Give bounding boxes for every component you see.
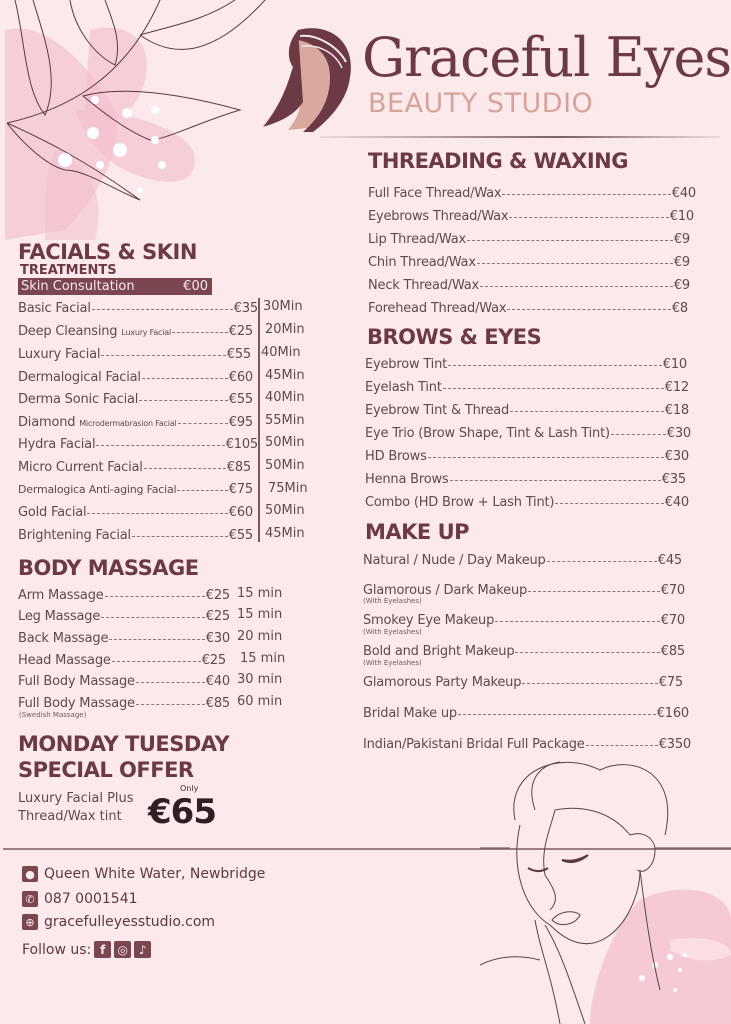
brand-title: Graceful Eyes xyxy=(362,26,731,89)
makeup-row: Indian/Pakistani Bridal Full Package €350 xyxy=(363,735,691,752)
massage-duration: 15 min xyxy=(237,586,283,601)
brows-row: Eyebrow Tint & Thread €18 xyxy=(365,401,689,418)
threading-row: Chin Thread/Wax €9 xyxy=(368,253,690,270)
brows-row: Eyebrow Tint €10 xyxy=(365,355,687,372)
brows-row: Eye Trio (Brow Shape, Tint & Lash Tint) €30 xyxy=(365,424,691,441)
facebook-icon[interactable]: f xyxy=(94,941,111,958)
offer-only-label: Only xyxy=(180,784,199,793)
facial-duration: 75Min xyxy=(268,481,308,496)
massage-row: Leg Massage €25 xyxy=(18,607,230,624)
massage-row: Arm Massage €25 xyxy=(18,586,230,603)
makeup-row: Bridal Make up €160 xyxy=(363,704,689,721)
facial-duration: 55Min xyxy=(265,413,305,428)
duration-divider xyxy=(258,298,260,542)
threading-row: Full Face Thread/Wax €40 xyxy=(368,184,696,201)
brand-subtitle: BEAUTY STUDIO xyxy=(368,88,594,119)
massage-row: Full Body Massage €85 xyxy=(18,694,230,711)
makeup-row: Glamorous Party Makeup €75 xyxy=(363,673,683,690)
facials-heading: FACIALS & SKIN xyxy=(18,240,197,264)
threading-row: Lip Thread/Wax €9 xyxy=(368,230,690,247)
facial-duration: 40Min xyxy=(265,390,305,405)
facial-row: Luxury Facial €55 xyxy=(18,345,251,362)
facial-row: Dermalogical Facial €60 xyxy=(18,368,253,385)
facial-row: Micro Current Facial €85 xyxy=(18,458,251,475)
consultation-name: Skin Consultation xyxy=(21,279,135,294)
header-divider xyxy=(320,136,720,138)
brows-row: Eyelash Tint €12 xyxy=(365,378,689,395)
massage-note: (Swedish Massage) xyxy=(19,711,87,719)
brows-row: HD Brows €30 xyxy=(365,447,689,464)
facial-duration: 45Min xyxy=(265,526,305,541)
skin-consultation-banner xyxy=(18,278,212,295)
threading-row: Neck Thread/Wax €9 xyxy=(368,276,690,293)
makeup-row: Smokey Eye Makeup €70 xyxy=(363,611,685,628)
brows-row: Combo (HD Brow + Lash Tint) €40 xyxy=(365,493,689,510)
massage-duration: 30 min xyxy=(237,672,283,687)
makeup-row: Bold and Bright Makeup €85 xyxy=(363,642,685,659)
brand-logo xyxy=(258,22,731,132)
facial-duration: 50Min xyxy=(265,503,305,518)
massage-duration: 60 min xyxy=(237,694,283,709)
brows-row: Henna Brows €35 xyxy=(365,470,686,487)
massage-row: Full Body Massage €40 xyxy=(18,672,230,689)
makeup-row: Natural / Nude / Day Makeup €45 xyxy=(363,551,682,568)
website-link[interactable]: ⊕ gracefulleyesstudio.com xyxy=(22,914,215,930)
offer-description: Luxury Facial Plus Thread/Wax tint xyxy=(18,791,134,824)
facial-row: Derma Sonic Facial €55 xyxy=(18,390,253,407)
leaf-decoration xyxy=(0,0,270,240)
footer-divider xyxy=(3,848,731,850)
facials-subheading: TREATMENTS xyxy=(20,263,117,278)
phone[interactable]: ✆ 087 0001541 xyxy=(22,891,138,907)
tiktok-icon[interactable]: ♪ xyxy=(134,941,151,958)
facial-row: Diamond Microdermabrasion Facial €95 xyxy=(18,413,253,430)
massage-duration: 15 min xyxy=(237,607,283,622)
facial-row: Basic Facial €35 xyxy=(18,299,258,316)
facial-row: Hydra Facial €105 xyxy=(18,435,258,452)
phone-icon: ✆ xyxy=(22,891,38,907)
massage-heading: BODY MASSAGE xyxy=(18,556,199,580)
makeup-note: (With Eyelashes) xyxy=(363,628,422,636)
woman-profile-icon xyxy=(258,22,358,132)
makeup-note: (With Eyelashes) xyxy=(363,659,422,667)
facial-duration: 40Min xyxy=(261,345,301,360)
globe-icon: ⊕ xyxy=(22,914,38,930)
threading-row: Eyebrows Thread/Wax €10 xyxy=(368,207,694,224)
facial-duration: 20Min xyxy=(265,322,305,337)
makeup-heading: MAKE UP xyxy=(365,520,470,544)
massage-row: Head Massage €25 xyxy=(18,651,226,668)
makeup-row: Glamorous / Dark Makeup €70 xyxy=(363,581,685,598)
makeup-note: (With Eyelashes) xyxy=(363,597,422,605)
threading-heading: THREADING & WAXING xyxy=(368,149,628,173)
facial-row: Brightening Facial €55 xyxy=(18,526,253,543)
address: ● Queen White Water, Newbridge xyxy=(22,866,265,882)
facial-duration: 50Min xyxy=(265,458,305,473)
facial-duration: 50Min xyxy=(265,435,305,450)
consultation-price: €00 xyxy=(183,279,208,294)
facial-row: Deep Cleansing Luxury Facial €25 xyxy=(18,322,253,339)
offer-price: €65 xyxy=(148,792,216,832)
woman-face-illustration xyxy=(480,750,731,1024)
location-pin-icon: ● xyxy=(22,866,38,882)
instagram-icon[interactable]: ◎ xyxy=(114,941,131,958)
massage-duration: 15 min xyxy=(240,651,286,666)
offer-heading: MONDAY TUESDAY SPECIAL OFFER xyxy=(18,732,230,782)
facial-duration: 45Min xyxy=(265,368,305,383)
brows-heading: BROWS & EYES xyxy=(367,325,542,349)
massage-row: Back Massage €30 xyxy=(18,629,230,646)
massage-duration: 20 min xyxy=(237,629,283,644)
facial-row: Gold Facial €60 xyxy=(18,503,253,520)
social-links: Follow us: f ◎ ♪ xyxy=(22,941,151,958)
facial-row: Dermalogica Anti-aging Facial €75 xyxy=(18,482,253,497)
threading-row: Forehead Thread/Wax €8 xyxy=(368,299,688,316)
facial-duration: 30Min xyxy=(263,299,303,314)
